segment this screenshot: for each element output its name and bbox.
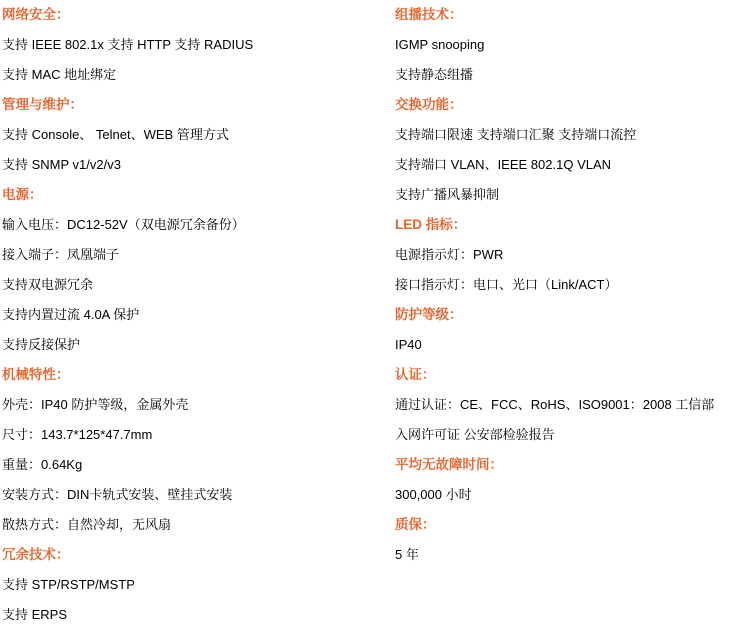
spec-line: 300,000 小时 <box>395 487 472 502</box>
spec-line: 支持内置过流 4.0A 保护 <box>2 307 140 322</box>
spec-section-title: 管理与维护： <box>2 97 83 112</box>
spec-line: 支持端口限速 支持端口汇聚 支持端口流控 <box>395 127 637 142</box>
spec-section <box>395 90 746 210</box>
spec-line: 支持 SNMP v1/v2/v3 <box>2 157 121 172</box>
spec-line: 电源指示灯：PWR <box>395 247 504 262</box>
spec-line: 支持 Console、 Telnet、WEB 管理方式 <box>2 127 229 142</box>
spec-column-right <box>395 0 746 570</box>
spec-line: IP40 <box>395 337 422 352</box>
spec-section-title: LED 指标： <box>395 217 467 232</box>
spec-line: 支持 STP/RSTP/MSTP <box>2 577 135 592</box>
spec-line: 散热方式：自然冷却，无风扇 <box>2 517 172 532</box>
spec-line: IGMP snooping <box>395 37 485 52</box>
spec-line: 入网许可证 公安部检验报告 <box>395 427 555 442</box>
spec-section <box>2 0 397 90</box>
spec-section-title: 平均无故障时间： <box>395 457 503 472</box>
spec-section-title: 防护等级： <box>395 307 463 322</box>
spec-line: 支持双电源冗余 <box>2 277 94 292</box>
spec-section <box>395 0 746 90</box>
spec-line: 支持反接保护 <box>2 337 81 352</box>
spec-line: 支持 MAC 地址绑定 <box>2 67 117 82</box>
spec-section-title: 组播技术： <box>395 7 463 22</box>
spec-section <box>395 300 746 360</box>
spec-section-title: 机械特性： <box>2 367 70 382</box>
spec-section <box>2 180 397 360</box>
spec-line: 外壳：IP40 防护等级，金属外壳 <box>2 397 189 412</box>
spec-line: 接口指示灯：电口、光口（Link/ACT） <box>395 277 618 292</box>
spec-section-title: 质保： <box>395 517 436 532</box>
spec-line: 尺寸：143.7*125*47.7mm <box>2 427 153 442</box>
spec-line: 5 年 <box>395 547 419 562</box>
spec-line: 支持 ERPS <box>2 607 68 622</box>
spec-line: 重量：0.64Kg <box>2 457 83 472</box>
spec-section-title: 交换功能： <box>395 97 463 112</box>
spec-section <box>395 210 746 300</box>
spec-line: 输入电压：DC12-52V（双电源冗余备份） <box>2 217 245 232</box>
spec-section-title: 网络安全： <box>2 7 70 22</box>
spec-line: 接入端子：凤凰端子 <box>2 247 120 262</box>
spec-section <box>2 540 397 630</box>
spec-section-title: 冗余技术： <box>2 547 70 562</box>
spec-section <box>395 360 746 450</box>
spec-section <box>395 510 746 570</box>
spec-line: 支持端口 VLAN、IEEE 802.1Q VLAN <box>395 157 612 172</box>
spec-section <box>2 360 397 540</box>
spec-line: 安装方式：DIN卡轨式安装、壁挂式安装 <box>2 487 233 502</box>
spec-line: 支持广播风暴抑制 <box>395 187 500 202</box>
spec-section <box>2 90 397 180</box>
spec-line: 通过认证：CE、FCC、RoHS、ISO9001：2008 工信部 <box>395 397 715 412</box>
spec-section-title: 认证： <box>395 367 436 382</box>
spec-section <box>395 450 746 510</box>
spec-line: 支持 IEEE 802.1x 支持 HTTP 支持 RADIUS <box>2 37 254 52</box>
spec-line: 支持静态组播 <box>395 67 474 82</box>
spec-section-title: 电源： <box>2 187 43 202</box>
